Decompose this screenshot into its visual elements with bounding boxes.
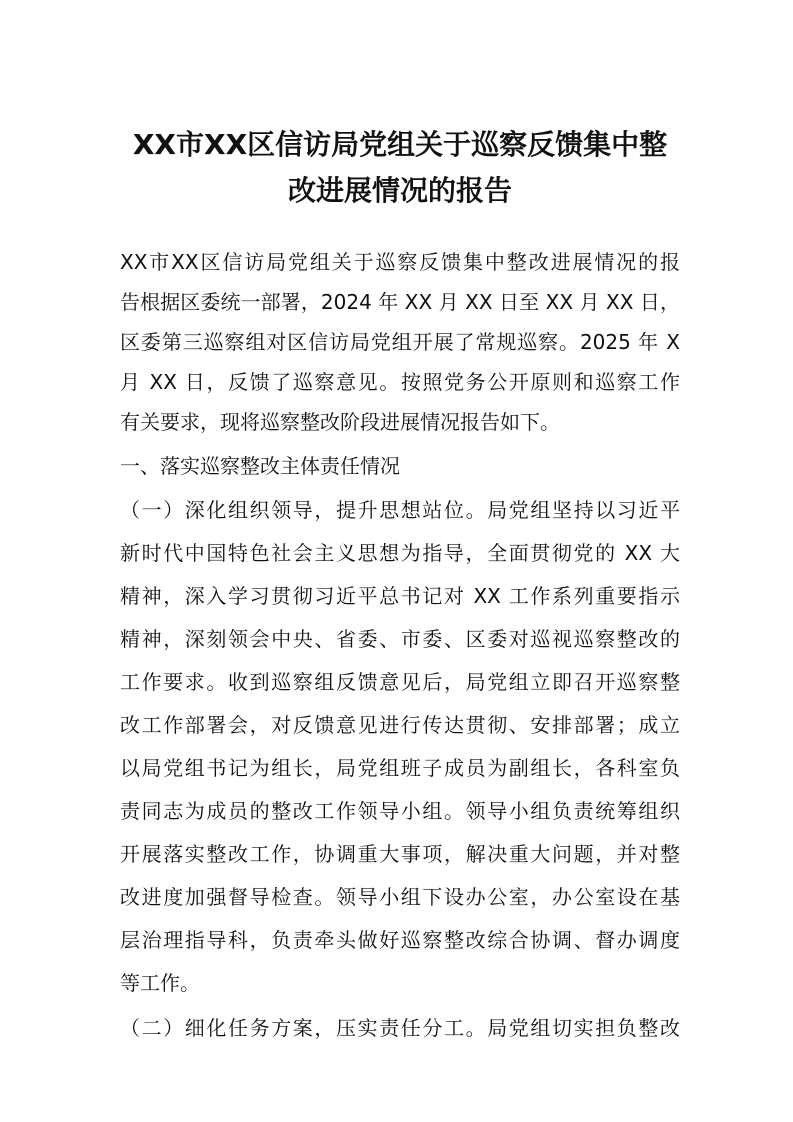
paragraph-line: 月 XX 日，反馈了巡察意见。按照党务公开原则和巡察工作	[120, 370, 680, 394]
paragraph-line: 新时代中国特色社会主义思想为指导，全面贯彻党的 XX 大	[120, 541, 680, 565]
paragraph-line: （二）细化任务方案，压实责任分工。局党组切实担负整改	[120, 1016, 680, 1040]
paragraph-line: （一）深化组织领导，提升思想站位。局党组坚持以习近平	[120, 498, 680, 522]
paragraph-line: 区委第三巡察组对区信访局党组开展了常规巡察。2025 年 X	[120, 330, 680, 354]
paragraph-line: 精神，深入学习贯彻习近平总书记对 XX 工作系列重要指示	[120, 584, 680, 608]
paragraph-line: 精神，深刻领会中央、省委、市委、区委对巡视巡察整改的	[120, 627, 680, 651]
paragraph-line: 层治理指导科，负责牵头做好巡察整改综合协调、督办调度	[120, 928, 680, 952]
paragraph-line: 有关要求，现将巡察整改阶段进展情况报告如下。	[120, 410, 560, 434]
paragraph-line: 工作要求。收到巡察组反馈意见后，局党组立即召开巡察整	[120, 670, 680, 694]
document-title-line-1: XX市XX区信访局党组关于巡察反馈集中整	[132, 128, 668, 161]
paragraph-line: 改进度加强督导检查。领导小组下设办公室，办公室设在基	[120, 885, 680, 909]
paragraph-line: 开展落实整改工作，协调重大事项，解决重大问题，并对整	[120, 842, 680, 866]
paragraph-line: 等工作。	[120, 971, 200, 995]
paragraph-line: 改工作部署会，对反馈意见进行传达贯彻、安排部署；成立	[120, 713, 680, 737]
section-heading: 一、落实巡察整改主体责任情况	[120, 454, 400, 478]
document-title-line-2: 改进展情况的报告	[287, 174, 512, 207]
paragraph-line: 以局党组书记为组长，局党组班子成员为副组长，各科室负	[120, 756, 680, 780]
paragraph-line: 告根据区委统一部署，2024 年 XX 月 XX 日至 XX 月 XX 日，	[120, 290, 680, 314]
paragraph-line: XX市XX区信访局党组关于巡察反馈集中整改进展情况的报	[120, 250, 680, 274]
paragraph-line: 责同志为成员的整改工作领导小组。领导小组负责统筹组织	[120, 799, 680, 823]
